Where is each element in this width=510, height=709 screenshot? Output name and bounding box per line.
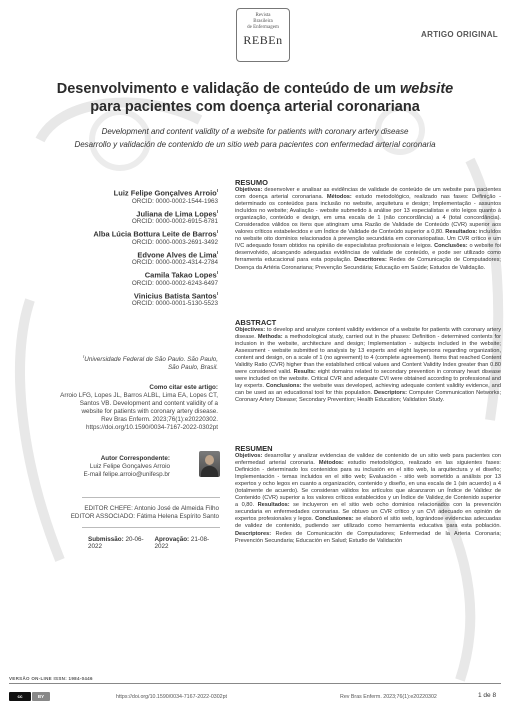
abstract-text: o website foi desenvolvido, alcançando adequadas evidências de validade de conteúdo, e pode ser utilizado como ferramenta educacional para esta população. [235, 243, 501, 264]
approval-label: Aprovação: [154, 536, 190, 543]
author-name: Edvone Alves de Lima [137, 250, 217, 259]
abstract-text: to develop and analyze content validity evidence of a website for patients with coronary artery disease. [235, 327, 501, 341]
author-orcid[interactable]: ORCID: 0000-0002-6915-6781 [131, 218, 218, 225]
corresponding-author [0, 455, 170, 479]
footer-doi-link[interactable]: https://doi.org/10.1590/0034-7167-2022-0302pt [116, 694, 228, 700]
avatar [199, 451, 220, 477]
abstract-heading: RESUMO [235, 178, 268, 187]
subtitle-spanish: Desarrollo y validación de contenido de un sitio web para pacientes con enfermedad arterial coronaria [74, 140, 436, 149]
abstract-text: se elaboró el sitio web, lográndose evidencias adecuadas de validez de contenido, pudiendo ser utilizado como herramienta educativa para esta población. [235, 516, 501, 530]
logo-line-3: de Enfermagem [247, 25, 279, 30]
cite-line: Rev Bras Enferm. 2023;76(1):e20220302. [101, 416, 218, 423]
author-orcid[interactable]: ORCID: 0000-0002-4314-2784 [131, 259, 218, 266]
logo-name: REBEn [243, 33, 283, 47]
abstract-body [235, 187, 501, 272]
title-part-1: Desenvolvimento e validação de conteúdo de um [56, 81, 401, 97]
author-item [8, 270, 218, 287]
author-orcid[interactable]: ORCID: 0000-0001-5130-5523 [131, 300, 218, 307]
issn-label: VERSÃO ON-LINE ISSN: 1984-0446 [9, 676, 93, 681]
author-affil-sup: I [216, 208, 218, 214]
abstract-text: Redes de Comunicación de Computadores; Enfermedad de la Arteria Coronaria; Prevención Secundaria; Educación en Salud; Estudio de Validación [235, 530, 501, 544]
abstract-label: Objetivos: [235, 187, 263, 193]
editors [19, 505, 219, 521]
author-orcid[interactable]: ORCID: 0000-0002-6243-6497 [131, 279, 218, 287]
abstract-text: eight domains related to secondary prevention in coronary heart disease were included on the website. Critical CVR and adequate CVI were obtained according to professional and lay experts. [235, 369, 501, 390]
abstract-label: Descriptors: [373, 390, 407, 397]
editor-chief: EDITOR CHEFE: Antonio José de Almeida Filho [84, 505, 219, 512]
abstract-text: a methodological study, carried out in the phases: Definition - determined contents for inclusion in the website, architecture and design; Implementation - subjects included in the website; Assessment - website submitted to analysis by 13 experts and eight laypersons regarding organization, content and design, on a scale of 1 (no agreement) to 4 (complete agreement). Items that reached Content Validity Ratio (CVR) higher than the established critical values and Content Validity Index greater than 0.80 were considered valid. [235, 334, 501, 376]
abstract-english [235, 318, 501, 405]
cc-license-icon[interactable]: cc [9, 692, 31, 701]
author-affil-sup: I [216, 188, 218, 193]
abstract-label: Métodos: [326, 194, 352, 201]
corr-email[interactable]: E-mail felipe.arroio@unifesp.br [83, 471, 170, 478]
abstract-text: se incluyeron en el sitio web ocho dominios relacionados con la prevención secundaria en enfermedades coronarias. Se obtuvo un CVR crítico y un CVI adecuado en opinión de expertos profesionales y legos. [235, 502, 501, 523]
author-list [8, 188, 218, 311]
footer-divider [9, 683, 501, 684]
author-name: Alba Lúcia Bottura Leite de Barros [93, 229, 217, 239]
cite-line: Arroio LFG, Lopes JL, Barros ALBL, Lima EA, Lopes CT, [60, 392, 218, 399]
journal-logo [236, 8, 290, 62]
author-item [8, 229, 218, 246]
author-affil-sup: I [216, 270, 218, 275]
article-dates [88, 536, 220, 550]
author-item [8, 188, 218, 205]
abstract-heading: ABSTRACT [235, 318, 277, 327]
affiliation-sup: I [83, 354, 85, 359]
cite-line: Santos VB. Development and content validity of a [79, 400, 218, 407]
submission-label: Submissão: [88, 536, 124, 543]
abstract-body [235, 327, 501, 405]
author-name: Camila Takao Lopes [144, 270, 217, 280]
affiliation-line-2: São Paulo, Brasil. [167, 364, 218, 372]
abstract-label: Resultados: [257, 502, 290, 509]
abstract-text: Redes de Comunicação de Computadores; Doença da Artéria Coronariana; Prevenção Secundária; Educação em Saúde; Estudos de Validação. [235, 257, 501, 271]
divider [82, 527, 220, 528]
author-affil-sup: I [216, 249, 218, 255]
abstract-text: desenvolver e analisar as evidências de validade de conteúdo de um website para pacientes com doença arterial coronariana. [235, 187, 501, 201]
abstract-label: Results: [293, 369, 316, 376]
by-license-icon[interactable]: BY [32, 692, 50, 701]
abstract-text: incluídos no website oito domínios relacionados à prevenção secundária em coronariopatias. Um CVR crítico e um IVC adequado foram obtidos na opinião de especialistas profissionais e leigos. [235, 229, 501, 250]
abstract-label: Conclusions: [266, 383, 302, 390]
author-affil-sup: I [216, 229, 218, 234]
abstract-label: Descritores: [354, 257, 387, 264]
abstract-text: estudo metodológico, realizado nas fases: Definição - determinado os conteúdos para inclusão no website, arquitetura e design; Implementação - assuntos incluídos no website; Avaliação - website submetido à análise por 13 especialistas e oito leigos quanto à organização, conteúdo e design, em uma escala de 1 (não concordância) a 4 (total concordância). Considerados válidos os itens que atingiram uma Razão de Validade de Conteúdo (CVR) superior aos valores críticos estabelecidos e um Índice de Validade de Conteúdo superior a 0,80. [235, 194, 501, 236]
author-orcid[interactable]: ORCID: 0000-0003-2691-3492 [131, 238, 218, 246]
affiliation-line-1: Universidade Federal de São Paulo. São Paulo, [84, 356, 218, 364]
abstract-portuguese [235, 178, 501, 272]
footer-reference: Rev Bras Enferm. 2023;76(1):e20220302 [340, 694, 437, 700]
abstract-label: Objetivos: [235, 453, 263, 459]
abstract-label: Métodos: [318, 460, 344, 467]
abstract-label: Methods: [257, 334, 283, 341]
editor-associate: EDITOR ASSOCIADO: Fátima Helena Espírito Santo [70, 513, 219, 520]
page-number: 1 de 8 [478, 692, 497, 699]
abstract-text: Computer Communication Networks; Coronary Artery Disease; Secondary Prevention; Health Education; Validation Study. [235, 390, 501, 404]
author-item [8, 250, 218, 267]
subtitle-english: Development and content validity of a website for patients with coronary artery disease [101, 127, 409, 136]
author-name: Vinicius Batista Santos [133, 291, 217, 300]
author-name: Juliana de Lima Lopes [136, 209, 217, 218]
author-name: Luiz Felipe Gonçalves Arroio [113, 188, 217, 198]
approval-date: 21-08-2022 [154, 536, 210, 550]
corr-heading: Autor Correspondente: [100, 455, 170, 462]
author-item [8, 209, 218, 226]
author-orcid[interactable]: ORCID: 0000-0002-1544-1963 [131, 197, 218, 205]
abstract-text: the website was developed, achieving adequate content validity evidence, and can be used as an educational tool for this population. [235, 383, 501, 397]
author-affil-sup: I [216, 290, 218, 296]
abstract-text: estudio metodológico, realizado en las siguientes fases: Definición - determinado los contenidos para su inclusión en el sitio web, la arquitectura y el diseño; Implementación - temas incluidos en el sitio web; Evaluación - sitio web sometido a análisis por 13 expertos y ocho legos en cuanto a organización, contenido y diseño, en una escala de 1 (sin acuerdo) a 4 (totalmente de acuerdo). Se consideran válidos los artículos que alcanzaron un Índice de Validez de Contenido (CVR) superior a los valores críticos establecidos y un Índice de Validez de Contenido superior a 0,80. [235, 460, 501, 509]
abstract-label: Descriptores: [235, 530, 272, 537]
cite-line: website for patients with coronary artery disease. [81, 408, 218, 415]
abstract-heading: RESUMEN [235, 444, 273, 453]
abstract-label: Conclusões: [434, 243, 468, 250]
abstract-label: Resultados: [445, 229, 478, 236]
submission-date: 20-06-2022 [88, 536, 144, 550]
corr-name: Luiz Felipe Gonçalves Arroio [89, 463, 170, 470]
section-label: ARTIGO ORIGINAL [421, 30, 498, 39]
abstract-spanish [235, 444, 501, 545]
article-title [40, 80, 470, 116]
logo-line-1: Revista [255, 13, 271, 18]
cite-doi-link[interactable]: https://doi.org/10.1590/0034-7167-2022-0302pt [86, 424, 218, 431]
title-italic: website [400, 81, 454, 97]
divider [82, 497, 220, 498]
how-to-cite [8, 384, 218, 432]
affiliation [68, 353, 218, 372]
logo-line-2: Brasileira [253, 19, 273, 24]
title-part-2: para pacientes com doença arterial coronariana [90, 99, 420, 115]
author-item [8, 291, 218, 308]
abstract-body [235, 453, 501, 545]
abstract-label: Objectives: [235, 327, 266, 333]
abstract-text: desarrollar y analizar evidencias de validez de contenido de un sitio web para pacientes con enfermedad arterial coronaria. [235, 453, 501, 467]
abstract-label: Conclusiones: [315, 516, 354, 523]
cite-heading: Como citar este artigo: [149, 384, 218, 391]
